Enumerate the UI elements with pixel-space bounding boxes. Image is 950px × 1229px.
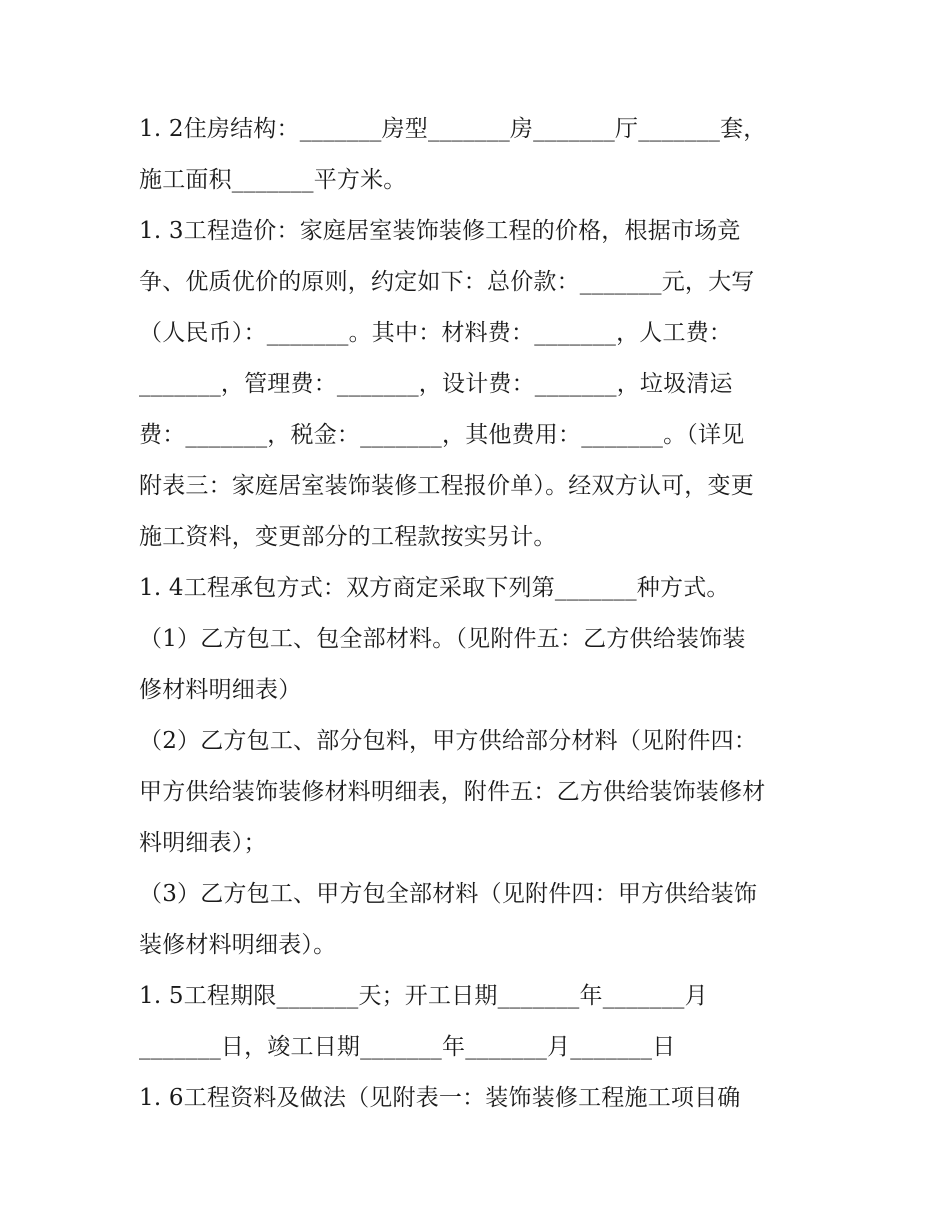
text-line: _______，管理费：_______，设计费：_______，垃圾清运 [139, 371, 733, 397]
contract-text [139, 104, 819, 1124]
text-line: 争、优质优价的原则，约定如下：总价款：_______元，大写 [139, 269, 755, 295]
text-line: 料明细表）； [139, 830, 267, 856]
text-line: 1. 3工程造价：家庭居室装饰装修工程的价格，根据市场竞 [139, 218, 741, 244]
text-line: 甲方供给装饰装修材料明细表，附件五：乙方供给装饰装修材 [139, 779, 766, 805]
text-line: 1. 6工程资料及做法（见附表一：装饰装修工程施工项目确 [139, 1085, 741, 1111]
text-line: 1. 2住房结构：_______房型_______房_______厅_______套， [139, 116, 767, 142]
text-line: 施工资料，变更部分的工程款按实另计。 [139, 524, 557, 550]
text-line: 1. 5工程期限_______天；开工日期_______年_______月 [139, 983, 708, 1009]
text-line: （3）乙方包工、甲方包全部材料（见附件四：甲方供给装饰 [139, 881, 758, 907]
text-line: 修材料明细表） [139, 677, 302, 703]
text-line: 1. 4工程承包方式：双方商定采取下列第_______种方式。 [139, 575, 730, 601]
text-line: 施工面积_______平方米。 [139, 167, 407, 193]
text-line: （人民币）：_______。其中：材料费：_______，人工费： [139, 320, 733, 346]
text-line: _______日，竣工日期_______年_______月_______日 [139, 1034, 676, 1060]
text-line: 附表三：家庭居室装饰装修工程报价单）。经双方认可，变更 [139, 473, 754, 499]
text-line: （1）乙方包工、包全部材料。（见附件五：乙方供给装饰装 [139, 626, 746, 652]
text-line: 装修材料明细表）。 [139, 932, 337, 958]
text-line: （2）乙方包工、部分包料，甲方供给部分材料（见附件四： [139, 728, 758, 754]
text-line: 费：_______，税金：_______，其他费用：_______。（详见 [139, 422, 745, 448]
